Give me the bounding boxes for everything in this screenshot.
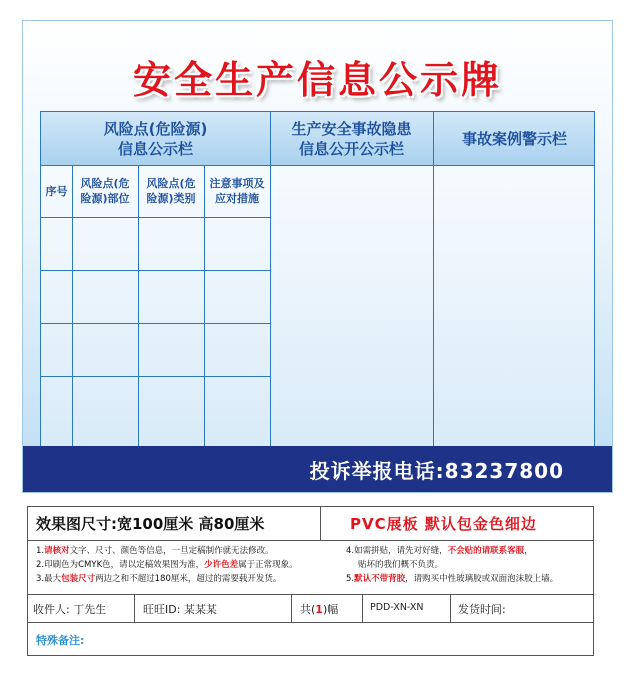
note-4-continued: 贴坏的我们概不负责。 — [358, 560, 444, 570]
row-divider — [362, 594, 363, 622]
board-footer-band — [23, 446, 612, 492]
material-label: PVC展板 默认包金色细边 — [350, 515, 537, 533]
measures-header — [204, 165, 270, 217]
note-4-suffix: ， — [524, 546, 533, 556]
wangwang-id: 旺旺ID: 某某某 — [143, 603, 217, 616]
note-2-text: 2.印刷色为CMYK色，请以定稿效果图为准， — [36, 560, 205, 570]
subtable-divider — [138, 165, 139, 450]
report-hotline: 投诉举报电话:83237800 — [309, 459, 564, 483]
panel-count-value: 1 — [315, 603, 323, 616]
board-grid — [40, 111, 595, 451]
measures-header-line2: 应对措施 — [215, 192, 259, 205]
safety-info-board — [22, 20, 613, 493]
table-row-divider — [41, 376, 270, 377]
ship-time-label: 发货时间: — [458, 603, 506, 616]
row-divider — [134, 594, 135, 622]
column-divider — [433, 112, 434, 450]
note-2 — [36, 560, 298, 571]
location-header — [72, 165, 138, 217]
note-5-text: ，请购买中性玻璃胶或双面泡沫胶上墙。 — [405, 574, 559, 584]
risk-point-header — [41, 112, 270, 165]
row-divider — [450, 594, 451, 622]
measures-header-line1: 注意事项及 — [209, 177, 265, 190]
accident-case-header: 事故案例警示栏 — [461, 129, 567, 148]
note-1-highlight: 请核对 — [44, 546, 70, 556]
note-1 — [36, 546, 274, 557]
product-code: PDD-XN-XN — [370, 602, 424, 613]
category-header-line2: 险源)类别 — [146, 192, 196, 205]
note-4 — [346, 546, 533, 557]
note-5-highlight: 默认不带背胶 — [354, 574, 406, 584]
table-row-divider — [41, 323, 270, 324]
note-3-prefix: 3.最大 — [36, 574, 62, 584]
recipient-label: 收件人: 丁先生 — [33, 603, 107, 616]
panel-count-prefix: 共( — [300, 603, 316, 616]
note-1-prefix: 1. — [36, 546, 45, 556]
note-3-highlight: 包装尺寸 — [61, 574, 96, 584]
panel-count — [300, 601, 338, 617]
size-label: 效果图尺寸:宽100厘米 高80厘米 — [36, 515, 265, 533]
location-header-line2: 险源)部位 — [80, 192, 130, 205]
note-3 — [36, 574, 281, 585]
note-2-highlight: 少许色差 — [204, 560, 239, 570]
column-divider — [270, 112, 271, 450]
note-5-prefix: 5. — [346, 574, 355, 584]
row-divider — [320, 507, 321, 540]
location-header-line1: 风险点(危 — [80, 177, 130, 190]
order-spec-row — [28, 507, 593, 541]
note-3-text: 两边之和不超过180厘米，超过的需要载开发货。 — [95, 574, 282, 584]
seq-header: 序号 — [45, 184, 68, 198]
row-divider — [291, 594, 292, 622]
panel-count-suffix: )幅 — [322, 603, 339, 616]
risk-point-header-line1: 风险点(危险源) — [103, 119, 208, 138]
note-4-highlight: 不会贴的请联系客服 — [447, 546, 525, 556]
board-title: 安全生产信息公示牌 — [132, 58, 502, 102]
note-2-suffix: 属于正常现象。 — [238, 560, 298, 570]
shipping-row — [28, 594, 593, 623]
category-header-line1: 风险点(危 — [146, 177, 196, 190]
subtable-divider — [204, 165, 205, 450]
note-5 — [346, 574, 558, 585]
note-4-text: 4.如需拼贴，请先对好缝， — [346, 546, 448, 556]
order-info-card — [27, 506, 594, 656]
risk-subheader-row — [41, 165, 270, 218]
risk-point-header-line2: 信息公示栏 — [117, 139, 193, 158]
category-header — [138, 165, 204, 217]
hazard-header-line2: 信息公开公示栏 — [298, 139, 404, 158]
special-notes-label: 特殊备注: — [36, 634, 85, 647]
hazard-header-line1: 生产安全事故隐患 — [291, 119, 412, 138]
table-row-divider — [41, 270, 270, 271]
order-notes — [28, 540, 593, 595]
note-1-text: 文字、尺寸、颜色等信息，一旦定稿制作就无法修改。 — [69, 546, 274, 556]
hazard-header — [270, 112, 433, 165]
subtable-divider — [72, 165, 73, 450]
